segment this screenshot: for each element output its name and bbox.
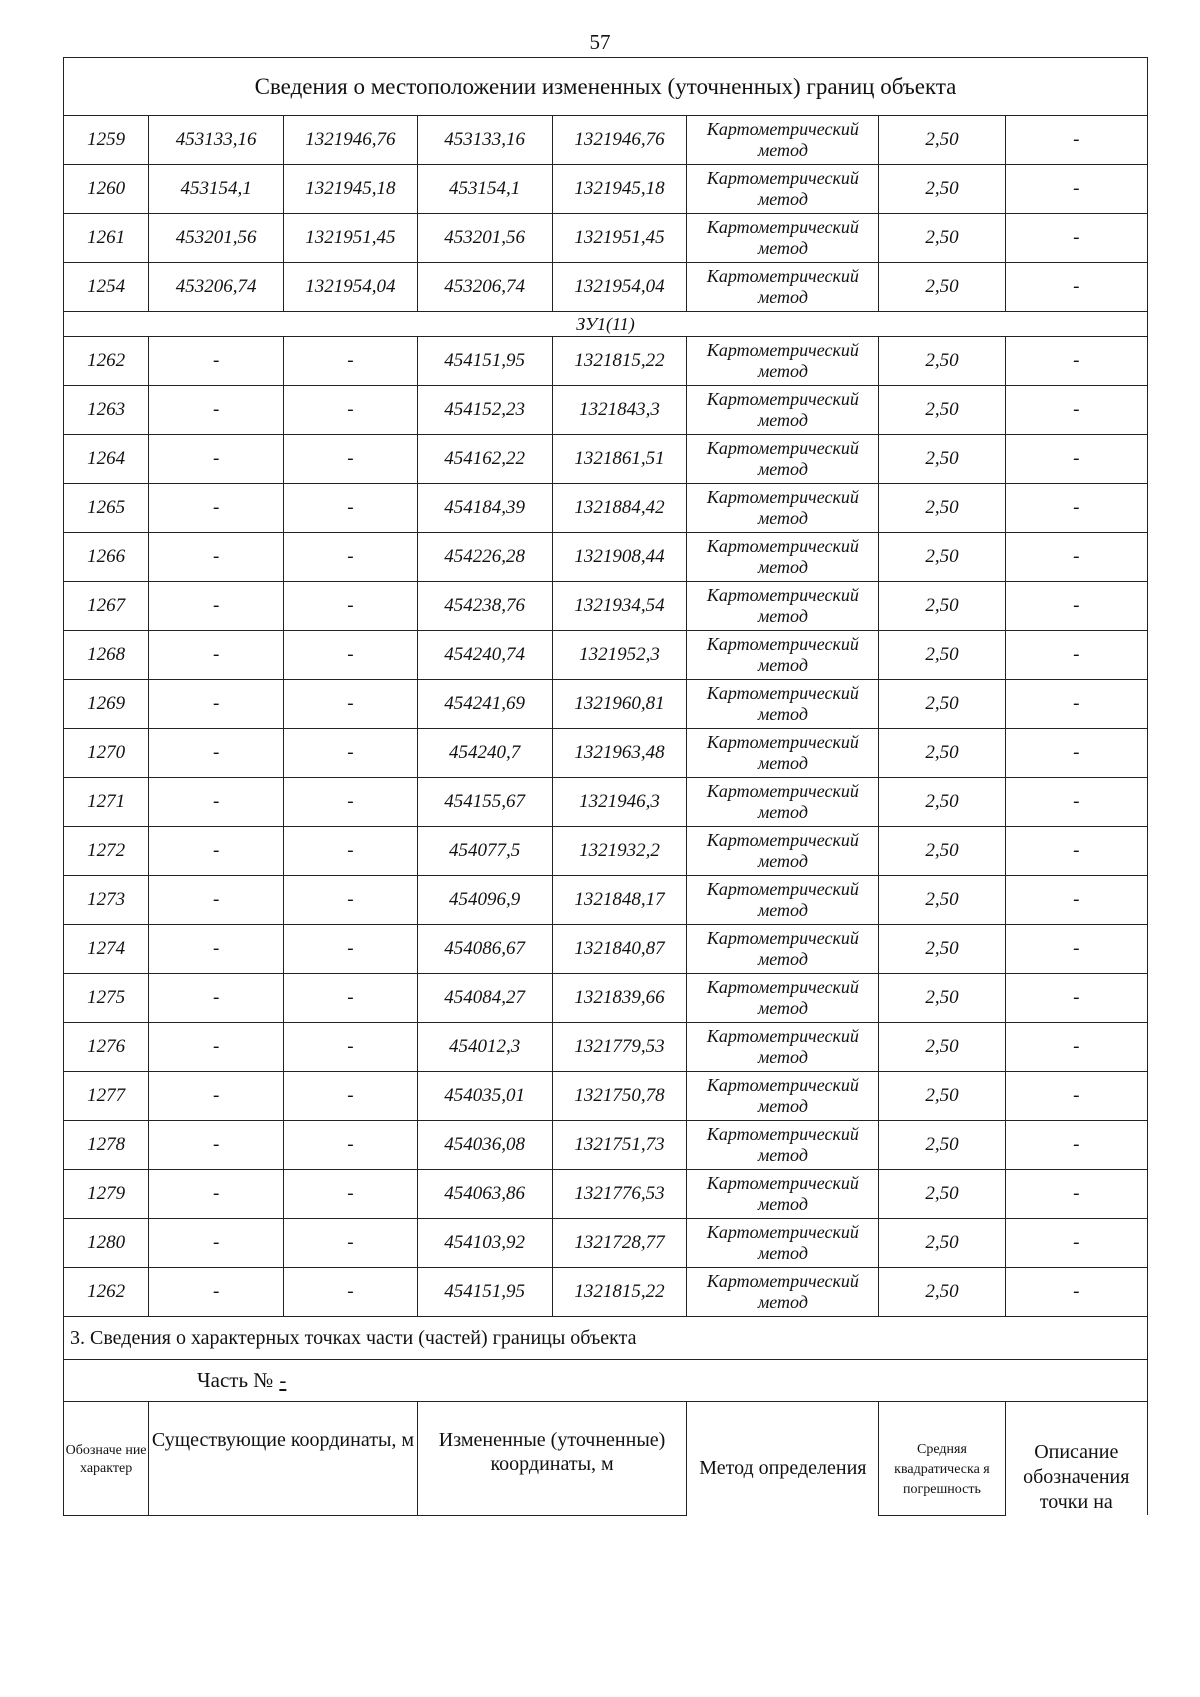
changed-y-cell: 1321779,53 [552,1023,687,1072]
page-number: 57 [589,30,611,54]
point-number-cell: 1267 [64,582,149,631]
changed-x-cell: 453154,1 [417,165,552,214]
changed-x-cell: 454063,86 [417,1170,552,1219]
table-row [64,876,1148,925]
description-cell: - [1005,876,1147,925]
existing-x-cell: - [149,1121,284,1170]
table-title: Сведения о местоположении измененных (уточненных) границ объекта [64,58,1148,116]
existing-x-cell: - [149,778,284,827]
method-cell: Картометрический метод [687,1121,879,1170]
changed-y-cell: 1321750,78 [552,1072,687,1121]
changed-x-cell: 454103,92 [417,1219,552,1268]
description-cell: - [1005,263,1147,312]
description-cell: - [1005,729,1147,778]
point-number-cell: 1263 [64,386,149,435]
method-cell: Картометрический метод [687,680,879,729]
group-label: ЗУ1(11) [64,312,1148,337]
error-cell: 2,50 [879,484,1005,533]
table-row [64,435,1148,484]
point-number-cell: 1277 [64,1072,149,1121]
existing-y-cell: 1321951,45 [284,214,418,263]
changed-x-cell: 454151,95 [417,337,552,386]
table-row [64,1219,1148,1268]
part-cell [64,1360,1148,1402]
existing-y-cell: - [284,827,418,876]
point-number-cell: 1262 [64,1268,149,1317]
existing-y-cell: - [284,729,418,778]
method-cell: Картометрический метод [687,778,879,827]
table-row [64,1268,1148,1317]
existing-y-cell: - [284,337,418,386]
point-number-cell: 1261 [64,214,149,263]
method-cell: Картометрический метод [687,1072,879,1121]
description-header: Описание обозначения точки на [1023,1441,1130,1513]
table-row [64,386,1148,435]
error-cell: 2,50 [879,165,1005,214]
table-row [64,974,1148,1023]
description-cell: - [1005,214,1147,263]
description-cell: - [1005,631,1147,680]
error-cell: 2,50 [879,1219,1005,1268]
table-row [64,729,1148,778]
error-cell: 2,50 [879,1072,1005,1121]
method-cell: Картометрический метод [687,1219,879,1268]
error-cell: 2,50 [879,631,1005,680]
existing-y-cell: - [284,582,418,631]
table-row [64,484,1148,533]
existing-x-cell: - [149,729,284,778]
changed-y-cell: 1321963,48 [552,729,687,778]
method-cell: Картометрический метод [687,1170,879,1219]
section-3-row [64,1317,1148,1360]
point-number-cell: 1278 [64,1121,149,1170]
point-number-cell: 1274 [64,925,149,974]
table-row [64,214,1148,263]
changed-y-cell: 1321843,3 [552,386,687,435]
changed-y-cell: 1321960,81 [552,680,687,729]
method-cell: Картометрический метод [687,827,879,876]
description-cell: - [1005,1121,1147,1170]
method-cell: Картометрический метод [687,876,879,925]
existing-x-cell: - [149,974,284,1023]
existing-y-cell: 1321954,04 [284,263,418,312]
method-header-cell [687,1402,879,1516]
description-cell: - [1005,1219,1147,1268]
changed-y-cell: 1321815,22 [552,1268,687,1317]
changed-coordinates-header-cell [417,1402,687,1516]
table-row [64,337,1148,386]
part-row [64,1360,1148,1402]
existing-x-cell: - [149,435,284,484]
designation-header-cell [64,1402,149,1516]
changed-y-cell: 1321934,54 [552,582,687,631]
error-cell: 2,50 [879,680,1005,729]
existing-y-cell: - [284,386,418,435]
changed-y-cell: 1321815,22 [552,337,687,386]
group-row [64,312,1148,337]
existing-x-cell: - [149,386,284,435]
description-cell: - [1005,974,1147,1023]
existing-coordinates-header: Существующие координаты, м [151,1429,415,1451]
table-row [64,778,1148,827]
error-cell: 2,50 [879,1268,1005,1317]
description-cell: - [1005,386,1147,435]
changed-y-cell: 1321946,76 [552,116,687,165]
description-cell: - [1005,827,1147,876]
existing-y-cell: - [284,1268,418,1317]
point-number-cell: 1269 [64,680,149,729]
part-value: - [279,1368,287,1392]
changed-x-cell: 453133,16 [417,116,552,165]
coordinates-table [63,57,1148,1516]
description-header-cell [1005,1402,1147,1516]
existing-x-cell: - [149,1072,284,1121]
method-cell: Картометрический метод [687,386,879,435]
error-cell: 2,50 [879,582,1005,631]
description-cell: - [1005,1170,1147,1219]
error-cell: 2,50 [879,1023,1005,1072]
error-cell: 2,50 [879,1170,1005,1219]
changed-x-cell: 454184,39 [417,484,552,533]
changed-x-cell: 454226,28 [417,533,552,582]
existing-y-cell: - [284,484,418,533]
error-header-cell [879,1402,1005,1516]
table-row [64,1121,1148,1170]
changed-x-cell: 454162,22 [417,435,552,484]
changed-x-cell: 454155,67 [417,778,552,827]
existing-y-cell: - [284,1072,418,1121]
changed-x-cell: 454240,74 [417,631,552,680]
error-cell: 2,50 [879,974,1005,1023]
changed-y-cell: 1321776,53 [552,1170,687,1219]
existing-y-cell: - [284,1121,418,1170]
existing-x-cell: - [149,484,284,533]
table-row [64,1023,1148,1072]
method-cell: Картометрический метод [687,484,879,533]
point-number-cell: 1273 [64,876,149,925]
description-cell: - [1005,484,1147,533]
existing-x-cell: - [149,827,284,876]
existing-y-cell: 1321945,18 [284,165,418,214]
method-cell: Картометрический метод [687,925,879,974]
changed-x-cell: 453201,56 [417,214,552,263]
existing-x-cell: 453206,74 [149,263,284,312]
changed-y-cell: 1321848,17 [552,876,687,925]
method-cell: Картометрический метод [687,435,879,484]
existing-x-cell: - [149,925,284,974]
table-row [64,631,1148,680]
table-row [64,925,1148,974]
changed-x-cell: 454086,67 [417,925,552,974]
existing-y-cell: - [284,876,418,925]
point-number-cell: 1268 [64,631,149,680]
point-number-cell: 1270 [64,729,149,778]
part-label: Часть № [197,1368,274,1392]
existing-y-cell: - [284,680,418,729]
existing-x-cell: - [149,631,284,680]
changed-x-cell: 454036,08 [417,1121,552,1170]
error-cell: 2,50 [879,435,1005,484]
designation-header: Обозначе ние характер [65,1443,147,1476]
point-number-cell: 1254 [64,263,149,312]
changed-y-cell: 1321751,73 [552,1121,687,1170]
description-cell: - [1005,337,1147,386]
changed-y-cell: 1321932,2 [552,827,687,876]
method-cell: Картометрический метод [687,1023,879,1072]
method-cell: Картометрический метод [687,582,879,631]
error-cell: 2,50 [879,827,1005,876]
method-cell: Картометрический метод [687,263,879,312]
changed-y-cell: 1321884,42 [552,484,687,533]
method-cell: Картометрический метод [687,533,879,582]
error-header: Средняя квадратическа я погрешность [894,1442,990,1497]
existing-x-cell: 453133,16 [149,116,284,165]
table-row [64,165,1148,214]
method-cell: Картометрический метод [687,631,879,680]
changed-y-cell: 1321861,51 [552,435,687,484]
point-number-cell: 1264 [64,435,149,484]
existing-y-cell: - [284,533,418,582]
changed-x-cell: 454151,95 [417,1268,552,1317]
error-cell: 2,50 [879,263,1005,312]
changed-x-cell: 453206,74 [417,263,552,312]
existing-x-cell: - [149,337,284,386]
method-cell: Картометрический метод [687,116,879,165]
description-cell: - [1005,435,1147,484]
changed-y-cell: 1321908,44 [552,533,687,582]
point-number-cell: 1275 [64,974,149,1023]
existing-y-cell: - [284,974,418,1023]
point-number-cell: 1265 [64,484,149,533]
point-number-cell: 1259 [64,116,149,165]
changed-x-cell: 454240,7 [417,729,552,778]
error-cell: 2,50 [879,533,1005,582]
error-cell: 2,50 [879,214,1005,263]
section-3-header-row [64,1402,1148,1516]
description-cell: - [1005,165,1147,214]
changed-y-cell: 1321839,66 [552,974,687,1023]
changed-x-cell: 454077,5 [417,827,552,876]
table-title-row [64,58,1148,116]
table-row [64,533,1148,582]
existing-y-cell: - [284,925,418,974]
existing-y-cell: - [284,1219,418,1268]
method-cell: Картометрический метод [687,337,879,386]
existing-x-cell: - [149,533,284,582]
error-cell: 2,50 [879,1121,1005,1170]
existing-y-cell: - [284,1170,418,1219]
point-number-cell: 1272 [64,827,149,876]
point-number-cell: 1276 [64,1023,149,1072]
description-cell: - [1005,925,1147,974]
changed-y-cell: 1321951,45 [552,214,687,263]
error-cell: 2,50 [879,337,1005,386]
existing-y-cell: - [284,631,418,680]
table-row [64,116,1148,165]
method-cell: Картометрический метод [687,214,879,263]
description-cell: - [1005,1023,1147,1072]
point-number-cell: 1262 [64,337,149,386]
description-cell: - [1005,582,1147,631]
error-cell: 2,50 [879,729,1005,778]
description-cell: - [1005,680,1147,729]
point-number-cell: 1271 [64,778,149,827]
changed-y-cell: 1321952,3 [552,631,687,680]
changed-x-cell: 454035,01 [417,1072,552,1121]
table-row [64,1072,1148,1121]
existing-y-cell: - [284,778,418,827]
error-cell: 2,50 [879,116,1005,165]
table-row [64,263,1148,312]
table-row [64,680,1148,729]
table-row [64,582,1148,631]
point-number-cell: 1280 [64,1219,149,1268]
method-cell: Картометрический метод [687,729,879,778]
existing-x-cell: - [149,1268,284,1317]
description-cell: - [1005,1268,1147,1317]
description-cell: - [1005,778,1147,827]
error-cell: 2,50 [879,925,1005,974]
changed-x-cell: 454241,69 [417,680,552,729]
changed-x-cell: 454152,23 [417,386,552,435]
existing-y-cell: 1321946,76 [284,116,418,165]
method-cell: Картометрический метод [687,1268,879,1317]
existing-x-cell: 453154,1 [149,165,284,214]
existing-y-cell: - [284,435,418,484]
existing-x-cell: - [149,1170,284,1219]
description-cell: - [1005,1072,1147,1121]
changed-y-cell: 1321728,77 [552,1219,687,1268]
existing-coordinates-header-cell [149,1402,418,1516]
point-number-cell: 1266 [64,533,149,582]
method-header: Метод определения [699,1457,867,1479]
table-row [64,827,1148,876]
existing-y-cell: - [284,1023,418,1072]
method-cell: Картометрический метод [687,974,879,1023]
existing-x-cell: - [149,1219,284,1268]
existing-x-cell: - [149,680,284,729]
changed-x-cell: 454012,3 [417,1023,552,1072]
changed-y-cell: 1321840,87 [552,925,687,974]
error-cell: 2,50 [879,778,1005,827]
changed-coordinates-header: Измененные (уточненные) координаты, м [438,1429,666,1475]
existing-x-cell: 453201,56 [149,214,284,263]
point-number-cell: 1260 [64,165,149,214]
error-cell: 2,50 [879,876,1005,925]
changed-y-cell: 1321945,18 [552,165,687,214]
table-row [64,1170,1148,1219]
description-cell: - [1005,116,1147,165]
method-cell: Картометрический метод [687,165,879,214]
point-number-cell: 1279 [64,1170,149,1219]
changed-y-cell: 1321946,3 [552,778,687,827]
existing-x-cell: - [149,582,284,631]
changed-x-cell: 454084,27 [417,974,552,1023]
existing-x-cell: - [149,876,284,925]
existing-x-cell: - [149,1023,284,1072]
section-3-title: 3. Сведения о характерных точках части (частей) границы объекта [64,1317,1148,1360]
changed-y-cell: 1321954,04 [552,263,687,312]
description-cell: - [1005,533,1147,582]
changed-x-cell: 454238,76 [417,582,552,631]
error-cell: 2,50 [879,386,1005,435]
changed-x-cell: 454096,9 [417,876,552,925]
